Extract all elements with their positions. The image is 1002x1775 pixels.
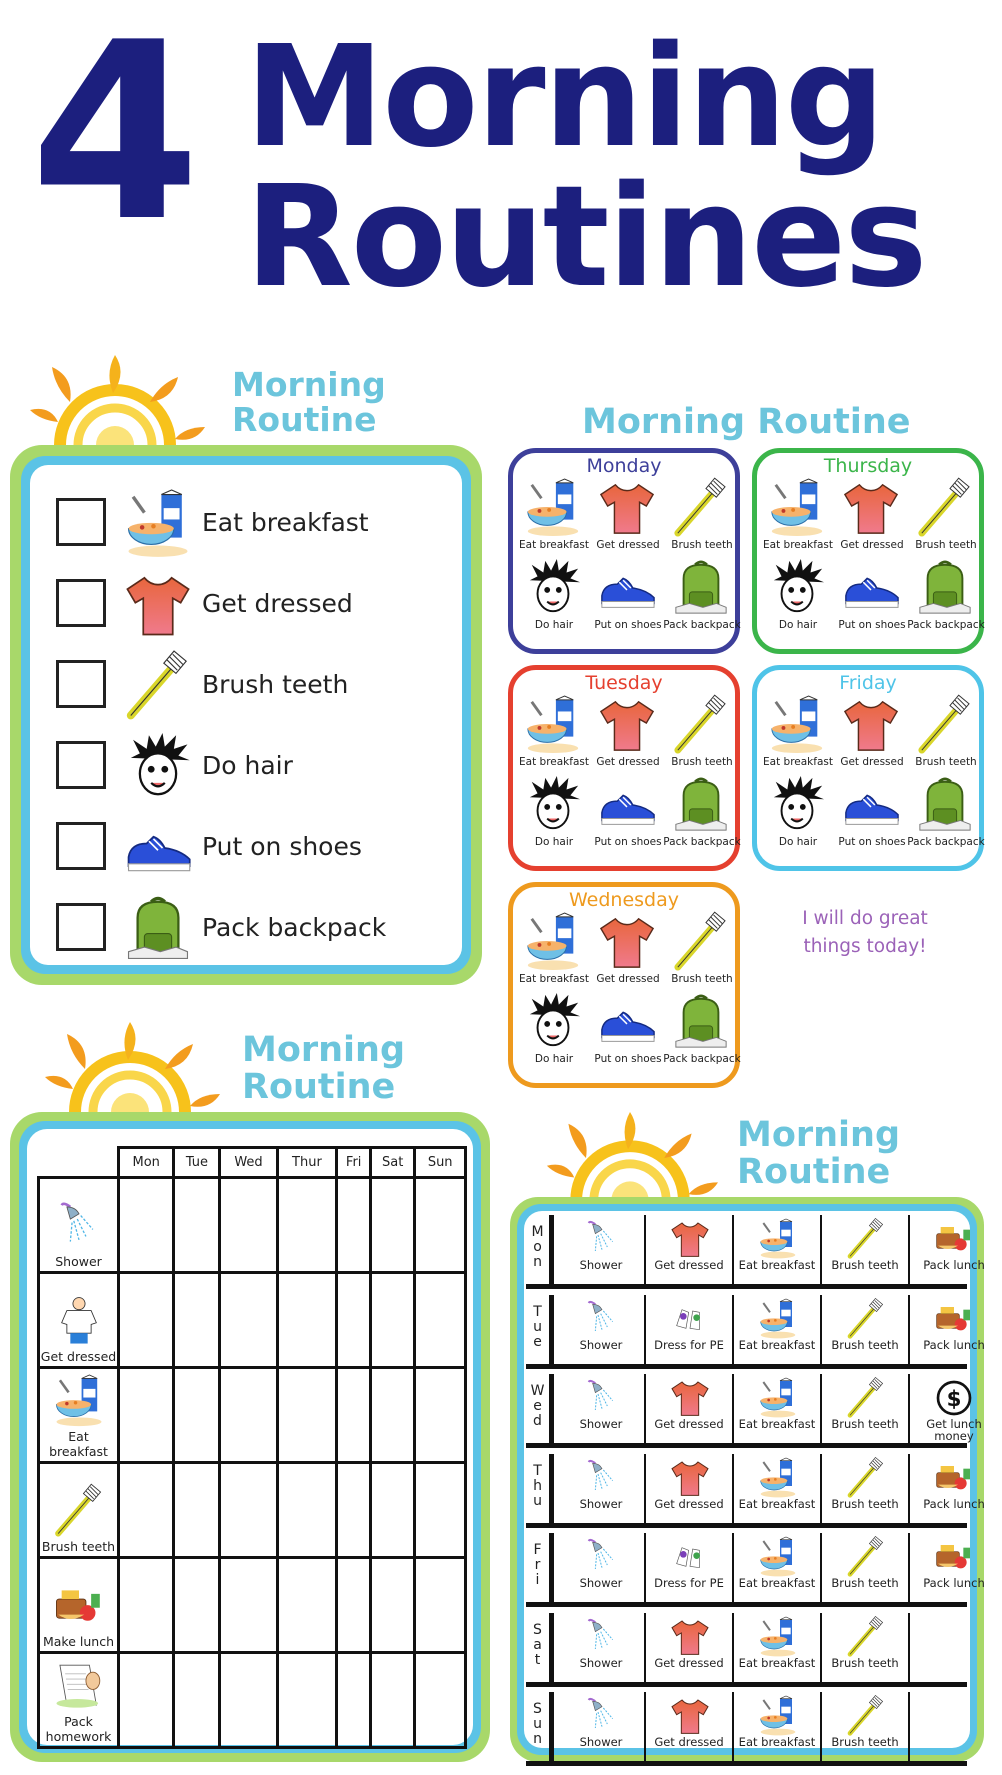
day-task-label: Do hair: [534, 836, 574, 848]
backpack-icon: [124, 895, 192, 963]
breakfast-icon: [40, 1375, 117, 1427]
checkbox[interactable]: [56, 822, 106, 870]
day-task-get-dressed: [590, 913, 666, 991]
day-task-put-on-shoes: [590, 559, 666, 637]
day-task-label: Pack backpack: [907, 836, 985, 848]
grid-task-label: Brush teeth: [831, 1735, 899, 1749]
weekly-check-cell[interactable]: [119, 1178, 174, 1273]
day-task-put-on-shoes: [590, 993, 666, 1071]
day-task-label: Get dressed: [596, 539, 660, 551]
weekly-day-header: Fri: [337, 1148, 371, 1178]
day-task-brush-teeth: [664, 913, 740, 991]
day-name: Friday: [839, 672, 897, 694]
shirt-icon: [124, 571, 192, 639]
checklist-item-put-on-shoes: [30, 814, 460, 884]
weekly-card-frame: [10, 1112, 490, 1762]
weekly-task-label: Shower: [55, 1254, 102, 1269]
day-task-get-dressed: [590, 696, 666, 774]
weekly-check-cell[interactable]: [415, 1273, 466, 1368]
checklist-item-get-dressed: [30, 571, 460, 641]
day-task-do-hair: [760, 559, 836, 637]
weekly-check-cell[interactable]: [220, 1463, 277, 1558]
weekly-check-cell[interactable]: [119, 1653, 174, 1748]
day-task-label: Put on shoes: [594, 619, 662, 631]
checklist-card: [30, 465, 462, 965]
weekly-row: [39, 1463, 466, 1558]
weekly-check-cell[interactable]: [119, 1368, 174, 1463]
day-task-get-dressed: [834, 479, 910, 557]
grid-row-mon: [526, 1215, 985, 1289]
day-name: Wednesday: [568, 889, 679, 911]
toothbrush-icon: [40, 1485, 117, 1537]
grid-cell-pack-lunch[interactable]: [910, 1295, 998, 1364]
daily-title: Morning Routine: [582, 402, 911, 442]
grid-task-label: Get dressed: [654, 1496, 724, 1511]
day-task-do-hair: [516, 559, 592, 637]
grid-cell-shower[interactable]: [558, 1533, 646, 1602]
weekly-check-cell[interactable]: [174, 1273, 220, 1368]
day-task-label: Put on shoes: [594, 836, 662, 848]
day-card-wednesday: [508, 882, 740, 1088]
grid-row-wed: [526, 1374, 982, 1448]
day-card-thursday: [752, 448, 984, 654]
weekly-check-cell[interactable]: [371, 1273, 415, 1368]
day-task-put-on-shoes: [834, 776, 910, 854]
title-number: 4: [30, 0, 195, 275]
weekly-day-header: Tue: [174, 1148, 220, 1178]
weekly-check-cell[interactable]: [174, 1558, 220, 1653]
day-task-eat-breakfast: [760, 696, 836, 774]
grid-task-label: Get dressed: [654, 1655, 724, 1670]
weekly-task-brush-teeth: [39, 1463, 119, 1558]
weekly-row: [39, 1653, 466, 1748]
day-task-label: Brush teeth: [915, 756, 977, 768]
grid-cell-pack-lunch[interactable]: [910, 1454, 998, 1523]
grid-cell-shower[interactable]: [558, 1454, 646, 1523]
grid-task-label: Pack lunch: [923, 1496, 985, 1511]
grid-title-line1: Morning: [737, 1115, 901, 1155]
shoe-icon: [124, 814, 192, 882]
grid-cell-empty[interactable]: [910, 1692, 998, 1761]
weekly-check-cell[interactable]: [371, 1178, 415, 1273]
weekly-day-header: Wed: [220, 1148, 277, 1178]
weekly-title-line2: Routine: [242, 1066, 396, 1107]
day-task-label: Pack backpack: [663, 1053, 741, 1065]
grid-cell-dress-for-pe[interactable]: [646, 1295, 734, 1364]
weekly-check-cell[interactable]: [119, 1273, 174, 1368]
grid-cell-brush-teeth[interactable]: [822, 1533, 910, 1602]
weekly-row: [39, 1178, 466, 1273]
checklist-item-brush-teeth: [30, 652, 460, 722]
grid-cell-brush-teeth[interactable]: [822, 1692, 910, 1761]
shower-icon: [40, 1200, 117, 1252]
checklist-title-line1: Morning: [232, 365, 386, 404]
grid-cell-shower[interactable]: [558, 1215, 646, 1284]
sun-icon: [535, 1112, 725, 1200]
grid-task-label: Brush teeth: [831, 1258, 899, 1272]
day-task-label: Do hair: [534, 1053, 574, 1065]
weekly-title-line1: Morning: [242, 1030, 406, 1070]
grid-card: [524, 1211, 985, 1749]
checklist-item-label: Do hair: [202, 751, 293, 780]
grid-task-label: Get dressed: [654, 1735, 724, 1749]
toothbrush-icon: [124, 652, 192, 720]
grid-day-label: T u e: [526, 1295, 554, 1369]
weekly-check-cell[interactable]: [337, 1558, 371, 1653]
weekly-check-cell[interactable]: [371, 1653, 415, 1748]
grid-task-label: Eat breakfast: [738, 1735, 816, 1749]
day-task-label: Get dressed: [840, 756, 904, 768]
grid-task-label: Pack lunch: [923, 1258, 985, 1272]
weekly-check-cell[interactable]: [174, 1368, 220, 1463]
weekly-table: [37, 1146, 467, 1749]
day-task-put-on-shoes: [590, 776, 666, 854]
motto-line-2: things today!: [803, 936, 927, 957]
weekly-check-cell[interactable]: [277, 1558, 337, 1653]
title-line-2: Routines: [245, 156, 926, 319]
day-task-label: Eat breakfast: [519, 539, 589, 551]
grid-task-label: Shower: [579, 1258, 623, 1272]
day-task-label: Put on shoes: [838, 619, 906, 631]
checkbox[interactable]: [56, 741, 106, 789]
day-task-pack-backpack: [664, 559, 740, 637]
weekly-check-cell[interactable]: [174, 1178, 220, 1273]
grid-cell-dress-for-pe[interactable]: [646, 1533, 734, 1602]
weekly-check-cell[interactable]: [220, 1273, 277, 1368]
weekly-check-cell[interactable]: [371, 1558, 415, 1653]
grid-task-label: Eat breakfast: [738, 1655, 816, 1670]
day-task-get-dressed: [834, 696, 910, 774]
weekly-check-cell[interactable]: [371, 1368, 415, 1463]
day-task-do-hair: [760, 776, 836, 854]
grid-card-frame: [510, 1197, 984, 1762]
grid-cell-get-lunch-money[interactable]: [910, 1374, 998, 1443]
grid-cell-brush-teeth[interactable]: [822, 1374, 910, 1443]
grid-task-label: Eat breakfast: [738, 1258, 816, 1272]
day-task-put-on-shoes: [834, 559, 910, 637]
grid-task-label: Brush teeth: [831, 1496, 899, 1511]
dressing-kid-icon: [40, 1295, 117, 1347]
motto: [765, 905, 965, 961]
weekly-day-header: Sun: [415, 1148, 466, 1178]
weekly-check-cell[interactable]: [415, 1178, 466, 1273]
grid-task-label: Get dressed: [654, 1258, 724, 1272]
day-card-friday: [752, 665, 984, 871]
day-card-monday: [508, 448, 740, 654]
weekly-task-make-lunch: [39, 1558, 119, 1653]
day-task-pack-backpack: [908, 776, 984, 854]
grid-cell-get-dressed[interactable]: [646, 1374, 734, 1443]
grid-task-label: Shower: [579, 1735, 623, 1749]
weekly-check-cell[interactable]: [277, 1178, 337, 1273]
weekly-check-cell[interactable]: [337, 1463, 371, 1558]
grid-title-line2: Routine: [737, 1151, 891, 1192]
weekly-check-cell[interactable]: [277, 1463, 337, 1558]
grid-row-sat: [526, 1613, 967, 1687]
day-task-label: Eat breakfast: [763, 539, 833, 551]
weekly-task-get-dressed: [39, 1273, 119, 1368]
grid-cell-eat-breakfast[interactable]: [734, 1533, 822, 1602]
checklist-item-do-hair: [30, 733, 460, 803]
day-task-brush-teeth: [664, 479, 740, 557]
weekly-task-label: Make lunch: [42, 1634, 114, 1649]
checklist-title-line2: Routine: [232, 399, 377, 439]
weekly-row: [39, 1368, 466, 1463]
weekly-task-label: Pack homework: [45, 1714, 112, 1744]
checklist-card-frame: [10, 445, 482, 985]
checklist-item-pack-backpack: [30, 895, 460, 965]
day-task-label: Get dressed: [840, 539, 904, 551]
day-task-label: Brush teeth: [915, 539, 977, 551]
grid-task-label: Brush teeth: [831, 1576, 899, 1590]
breakfast-icon: [124, 490, 192, 558]
day-task-label: Eat breakfast: [519, 756, 589, 768]
grid-cell-shower[interactable]: [558, 1295, 646, 1364]
weekly-day-header: Sat: [371, 1148, 415, 1178]
day-task-label: Eat breakfast: [519, 973, 589, 985]
grid-task-label: Shower: [579, 1496, 623, 1511]
title-line-1: Morning: [245, 16, 884, 179]
day-task-brush-teeth: [908, 696, 984, 774]
day-task-brush-teeth: [908, 479, 984, 557]
grid-task-label: Eat breakfast: [738, 1576, 816, 1590]
day-task-eat-breakfast: [516, 696, 592, 774]
weekly-row: [39, 1558, 466, 1653]
weekly-check-cell[interactable]: [277, 1653, 337, 1748]
weekly-task-pack-homework: [39, 1653, 119, 1748]
weekly-card: [27, 1129, 473, 1745]
grid-day-label: M o n: [526, 1215, 554, 1289]
day-card-tuesday: [508, 665, 740, 871]
weekly-check-cell[interactable]: [415, 1653, 466, 1748]
grid-task-label: Brush teeth: [831, 1655, 899, 1670]
weekly-check-cell[interactable]: [337, 1178, 371, 1273]
grid-task-label: Dress for PE: [654, 1576, 724, 1590]
weekly-check-cell[interactable]: [337, 1653, 371, 1748]
grid-task-label: Pack lunch: [923, 1576, 985, 1590]
day-task-eat-breakfast: [516, 479, 592, 557]
grid-cell-pack-lunch[interactable]: [910, 1533, 998, 1602]
grid-cell-brush-teeth[interactable]: [822, 1215, 910, 1284]
day-task-label: Brush teeth: [671, 539, 733, 551]
grid-cell-shower[interactable]: [558, 1613, 646, 1682]
grid-task-label: Eat breakfast: [738, 1337, 816, 1352]
day-name: Monday: [586, 455, 662, 477]
checklist-item-label: Put on shoes: [202, 832, 362, 861]
grid-row-thu: [526, 1454, 985, 1528]
checklist-item-label: Eat breakfast: [202, 508, 369, 537]
checkbox[interactable]: [56, 903, 106, 951]
weekly-check-cell[interactable]: [119, 1558, 174, 1653]
checkbox[interactable]: [56, 579, 106, 627]
grid-cell-shower[interactable]: [558, 1374, 646, 1443]
weekly-check-cell[interactable]: [174, 1653, 220, 1748]
weekly-check-cell[interactable]: [415, 1558, 466, 1653]
weekly-check-cell[interactable]: [277, 1273, 337, 1368]
day-task-label: Pack backpack: [663, 836, 741, 848]
grid-task-label: Eat breakfast: [738, 1496, 816, 1511]
weekly-check-cell[interactable]: [415, 1463, 466, 1558]
grid-day-label: F r i: [526, 1533, 554, 1607]
weekly-row: [39, 1273, 466, 1368]
grid-cell-get-dressed[interactable]: [646, 1215, 734, 1284]
day-task-label: Eat breakfast: [763, 756, 833, 768]
weekly-check-cell[interactable]: [174, 1463, 220, 1558]
day-task-label: Pack backpack: [907, 619, 985, 631]
grid-cell-eat-breakfast[interactable]: [734, 1374, 822, 1443]
day-task-eat-breakfast: [516, 913, 592, 991]
grid-task-label: Shower: [579, 1337, 623, 1352]
grid-row-fri: [526, 1533, 985, 1607]
lunch-icon: [40, 1580, 117, 1632]
sun-icon: [30, 1022, 230, 1112]
grid-cell-brush-teeth[interactable]: [822, 1295, 910, 1364]
weekly-check-cell[interactable]: [220, 1178, 277, 1273]
grid-task-label: Shower: [579, 1417, 623, 1431]
weekly-task-label: Eat breakfast: [49, 1429, 108, 1459]
grid-cell-get-dressed[interactable]: [646, 1692, 734, 1761]
checklist-item-label: Brush teeth: [202, 670, 349, 699]
weekly-check-cell[interactable]: [220, 1653, 277, 1748]
week-grid: [526, 1211, 985, 1749]
checkbox[interactable]: [56, 660, 106, 708]
grid-cell-shower[interactable]: [558, 1692, 646, 1761]
grid-task-label: Eat breakfast: [738, 1417, 816, 1431]
weekly-task-label: Brush teeth: [41, 1539, 116, 1554]
grid-day-label: T h u: [526, 1454, 554, 1528]
day-task-label: Get dressed: [596, 973, 660, 985]
checkbox[interactable]: [56, 498, 106, 546]
day-task-label: Do hair: [778, 836, 818, 848]
checklist-item-label: Get dressed: [202, 589, 353, 618]
grid-task-label: Brush teeth: [831, 1417, 899, 1431]
day-task-pack-backpack: [664, 993, 740, 1071]
day-task-label: Do hair: [534, 619, 574, 631]
grid-task-label: Brush teeth: [831, 1337, 899, 1352]
day-task-pack-backpack: [664, 776, 740, 854]
grid-cell-brush-teeth[interactable]: [822, 1454, 910, 1523]
weekly-check-cell[interactable]: [371, 1463, 415, 1558]
day-task-brush-teeth: [664, 696, 740, 774]
day-task-do-hair: [516, 776, 592, 854]
weekly-task-label: Get dressed: [40, 1349, 117, 1364]
weekly-day-header: Mon: [119, 1148, 174, 1178]
grid-cell-eat-breakfast[interactable]: [734, 1692, 822, 1761]
grid-task-label: Pack lunch: [923, 1337, 985, 1352]
day-name: Tuesday: [585, 672, 663, 694]
grid-task-label: Shower: [579, 1655, 623, 1670]
day-task-label: Put on shoes: [594, 1053, 662, 1065]
day-task-label: Brush teeth: [671, 973, 733, 985]
weekly-check-cell[interactable]: [337, 1273, 371, 1368]
grid-cell-eat-breakfast[interactable]: [734, 1613, 822, 1682]
day-task-eat-breakfast: [760, 479, 836, 557]
weekly-check-cell[interactable]: [220, 1368, 277, 1463]
grid-task-label: Dress for PE: [654, 1337, 724, 1352]
weekly-task-eat-breakfast: [39, 1368, 119, 1463]
weekly-task-shower: [39, 1178, 119, 1273]
grid-task-label: Get dressed: [654, 1417, 724, 1431]
day-task-do-hair: [516, 993, 592, 1071]
weekly-check-cell[interactable]: [415, 1368, 466, 1463]
day-task-label: Brush teeth: [671, 756, 733, 768]
day-task-pack-backpack: [908, 559, 984, 637]
grid-cell-eat-breakfast[interactable]: [734, 1215, 822, 1284]
day-task-label: Get dressed: [596, 756, 660, 768]
grid-task-label: Get lunch money: [926, 1417, 982, 1443]
grid-cell-brush-teeth[interactable]: [822, 1613, 910, 1682]
grid-task-label: Shower: [579, 1576, 623, 1590]
grid-day-label: W e d: [526, 1374, 554, 1448]
sun-icon: [20, 355, 210, 445]
grid-day-label: S u n: [526, 1692, 554, 1766]
weekly-check-cell[interactable]: [220, 1558, 277, 1653]
grid-cell-eat-breakfast[interactable]: [734, 1295, 822, 1364]
day-name: Thursday: [823, 455, 913, 477]
weekly-check-cell[interactable]: [337, 1368, 371, 1463]
grid-row-tue: [526, 1295, 985, 1369]
weekly-day-header: Thur: [277, 1148, 337, 1178]
grid-cell-eat-breakfast[interactable]: [734, 1454, 822, 1523]
grid-cell-get-dressed[interactable]: [646, 1613, 734, 1682]
grid-day-label: S a t: [526, 1613, 554, 1687]
grid-cell-get-dressed[interactable]: [646, 1454, 734, 1523]
checklist-item-eat-breakfast: [30, 490, 460, 560]
day-task-label: Do hair: [778, 619, 818, 631]
svg-text:$: $: [946, 1387, 962, 1412]
grid-cell-empty[interactable]: [910, 1613, 998, 1682]
weekly-check-cell[interactable]: [277, 1368, 337, 1463]
motto-line-1: I will do great: [802, 908, 928, 929]
checklist-item-label: Pack backpack: [202, 913, 387, 942]
weekly-check-cell[interactable]: [119, 1463, 174, 1558]
grid-row-sun: [526, 1692, 967, 1766]
day-task-get-dressed: [590, 479, 666, 557]
grid-cell-pack-lunch[interactable]: [910, 1215, 998, 1284]
day-task-label: Pack backpack: [663, 619, 741, 631]
day-task-label: Put on shoes: [838, 836, 906, 848]
hair-icon: [124, 733, 192, 801]
homework-icon: [40, 1660, 117, 1712]
